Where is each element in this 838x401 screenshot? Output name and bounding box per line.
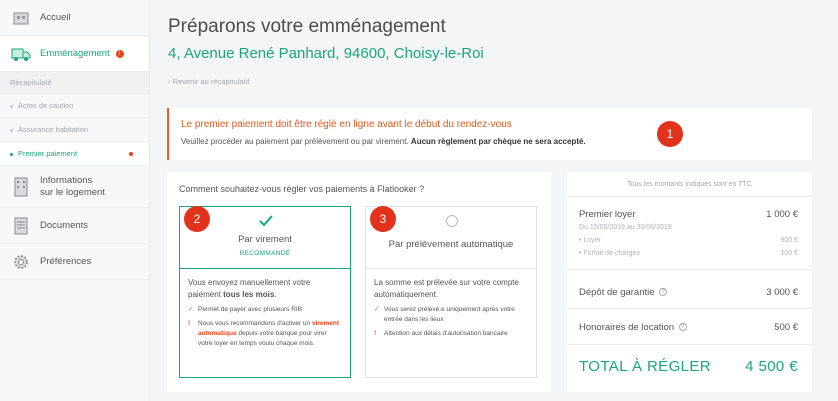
marker-2: 2 (184, 206, 210, 232)
benefit-item: ✓ Vous serez prélevé.e uniquement après votre entrée dans les lieux (374, 306, 515, 323)
sidebar-subitem-assurance[interactable] (0, 118, 149, 142)
sidebar-item-documents[interactable] (0, 208, 149, 244)
option-prelevement[interactable] (365, 206, 537, 378)
page-title: Préparons votre emménagement (168, 16, 446, 37)
sidebar-subitem-premier-paiement[interactable] (0, 142, 149, 166)
summary-row-loyer: • Loyer 900 € (579, 237, 798, 244)
option-description: La somme est prélevée sur votre compte automatiquement. (374, 278, 519, 299)
total-row: TOTAL À RÉGLER 4 500 € (579, 358, 798, 375)
divider (567, 196, 812, 197)
marker-3: 3 (370, 206, 396, 232)
benefit-item: ✓ Permet de payer avec plusieurs RIB (188, 306, 303, 313)
back-link[interactable]: ‹ Revenir au récapitulatif (168, 77, 250, 86)
help-icon[interactable]: ? (679, 323, 687, 331)
sidebar-item-label: Accueil (40, 12, 71, 23)
sidebar-subitem-caution[interactable] (0, 94, 149, 118)
divider (567, 344, 812, 345)
alert-headline: Le premier paiement doit être réglé en ligne avant le début du rendez-vous (181, 119, 512, 130)
payment-method-panel (167, 172, 551, 392)
sidebar-subitem-label: Premier paiement (18, 149, 78, 158)
summary-row-depot: Dépôt de garantie ? 3 000 € (579, 287, 798, 298)
sidebar-subheading[interactable]: Récapitulatif (0, 72, 149, 94)
alert-dot-icon (129, 152, 133, 156)
summary-row-honoraires: Honoraires de location ? 500 € (579, 322, 798, 333)
option-body (366, 269, 536, 347)
check-icon: ✓ (188, 306, 194, 313)
option-description: Vous envoyez manuellement votre paiement tous les mois. (188, 278, 311, 299)
bullet-icon (10, 153, 13, 156)
sidebar (0, 0, 150, 401)
sidebar-item-emmenagement[interactable] (0, 36, 149, 72)
option-label: Par prélèvement automatique (388, 239, 514, 250)
sidebar-item-label: Documents (40, 220, 89, 231)
sidebar-item-accueil[interactable] (0, 0, 149, 36)
divider (567, 308, 812, 309)
payment-question: Comment souhaitez-vous régler vos paiements à Flatlooker ? (179, 184, 425, 194)
check-icon: ✓ (374, 306, 380, 313)
bullet-icon (10, 105, 13, 108)
main-content (150, 0, 838, 401)
house-icon (10, 7, 32, 29)
sidebar-item-label: Emménagement (40, 48, 110, 59)
sidebar-subitem-label: Assurance habitation (18, 125, 89, 134)
building-icon (10, 176, 32, 198)
divider (567, 269, 812, 270)
summary-row-premier-loyer: Premier loyer 1 000 € (579, 209, 798, 220)
sidebar-item-preferences[interactable] (0, 244, 149, 280)
document-icon (10, 215, 32, 237)
bullet-icon (10, 129, 13, 132)
warning-item: ! Nous vous recommandons d'activer un virement automatique depuis votre banque pour virer votre loyer en temps voulu chaque mois. (188, 320, 340, 347)
payment-alert (167, 108, 812, 160)
option-virement[interactable] (179, 206, 351, 378)
recommended-badge: RECOMMANDÉ (239, 250, 291, 257)
exclamation-icon: ! (374, 330, 377, 337)
marker-1: 1 (657, 121, 683, 147)
radio-icon[interactable] (446, 215, 458, 227)
summary-period: Du 15/05/2019 au 30/06/2019 (579, 224, 672, 231)
alert-text: Veuillez procéder au paiement par prélèvement ou par virement. Aucun règlement par chèque ne sera accepté. (181, 137, 586, 146)
sidebar-item-label: Informations sur le logement (40, 174, 105, 198)
gear-icon (10, 251, 32, 273)
help-icon[interactable]: ? (659, 288, 667, 296)
sidebar-item-informations[interactable] (0, 166, 149, 208)
warning-item: ! Attention aux délais d'autorisation bancaire (374, 330, 508, 337)
exclamation-icon: ! (188, 320, 191, 327)
alert-badge: ! (116, 50, 124, 58)
address: 4, Avenue René Panhard, 94600, Choisy-le-Roi (168, 45, 484, 62)
sidebar-subitem-label: Actes de caution (18, 101, 74, 110)
option-body (180, 269, 350, 357)
sidebar-item-label: Préférences (40, 256, 92, 267)
option-label: Par virement (238, 234, 292, 245)
summary-row-forfait: • Forfait de charges 100 € (579, 250, 798, 257)
check-icon (258, 214, 274, 228)
moving-truck-icon (10, 43, 32, 65)
payment-summary (567, 172, 812, 392)
ttc-note: Tous les montants indiqués sont en TTC (627, 181, 752, 188)
